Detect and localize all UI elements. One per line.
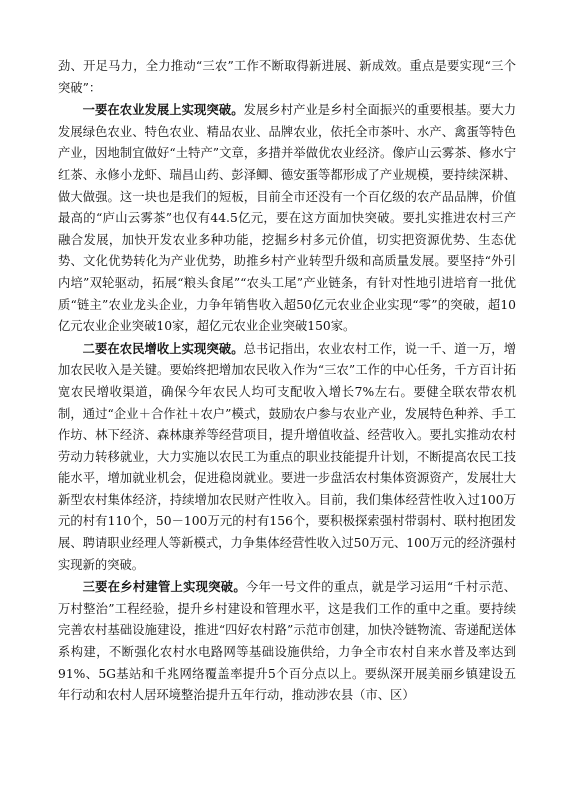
intro-paragraph: 劲、开足马力，全力推动“三农”工作不断取得新进展、新成效。重点是要实现“三个突破”： — [58, 59, 516, 95]
section-rural-construction-body: 今年一号文件的重点，就是学习运用“千村示范、万村整治”工程经验，提升乡村建设和管理水平，这是我们工作的重中之重。要持续完善农村基础设施建设，推进“四好农村路”示范市创建，加快冷链物流、寄递配送体系构建，不断强化农村水电路网等基础设施供给，力争全市农村自来水普及率达到91%、5G基站和千兆网络覆盖率提升5个百分点以上。要纵深开展美丽乡镇建设五年行动和农村人居环境整治提升五年行动，推动涉农县（市、区） — [58, 580, 516, 703]
document-page — [58, 56, 516, 707]
section-farmer-income-paragraph — [58, 338, 516, 577]
section-agriculture-heading: 一要在农业发展上实现突破。 — [82, 102, 244, 118]
section-rural-construction-heading: 三要在乡村建管上实现突破。 — [82, 579, 246, 595]
section-farmer-income-body: 总书记指出，农业农村工作，说一千、道一万，增加农民收入是关键。要始终把增加农民收入作为“三农”工作的中心任务，千方百计拓宽农民增收渠道，确保今年农民人均可支配收入增长7%左右。要健全联农带农机制，通过“企业＋合作社＋农户”模式，鼓励农户参与农业产业，发展特色种养、手工作坊、林下经济、森林康养等经营项目，提升增值收益、经营收入。要扎实推动农村劳动力转移就业，大力实施以农民工为重点的职业技能提升计划，不断提高农民工技能水平，增加就业机会，促进稳岗就业。要进一步盘活农村集体资源资产，发展壮大新型农村集体经济，持续增加农民财产性收入。目前，我们集体经营性收入过100万元的村有110个，50－100万元的村有156个，要积极探索强村带弱村、联村抱团发展、聘请职业经理人等新模式，力争集体经营性收入过50万元、100万元的经济强村实现新的突破。 — [58, 341, 516, 572]
section-farmer-income-heading: 二要在农民增收上实现突破。 — [82, 340, 244, 356]
section-agriculture-paragraph — [58, 99, 516, 338]
section-rural-construction-paragraph — [58, 576, 516, 707]
section-agriculture-body: 发展乡村产业是乡村全面振兴的重要根基。要大力发展绿色农业、特色农业、精品农业、品牌农业，依托全市茶叶、水产、禽蛋等特色产业，因地制宜做好“土特产”文章，多措并举做优农业经济。像庐山云雾茶、修水宁红茶、永修小龙虾、瑞昌山药、彭泽鲫、德安蛋等都形成了产业规模，要持续深耕、做大做强。这一块也是我们的短板，目前全市还没有一个百亿级的农产品品牌，价值最高的“庐山云雾茶”也仅有44.5亿元，要在这方面加快突破。要扎实推进农村三产融合发展，加快开发农业多种功能，挖掘乡村多元价值，切实把资源优势、生态优势、文化优势转化为产业优势，助推乡村产业转型升级和高质量发展。要坚持“外引内培”双轮驱动，拓展“粮头食尾”“农头工尾”产业链条，有针对性地引进培育一批优质“链主”农业龙头企业，力争年销售收入超50亿元农业企业实现“零”的突破，超10亿元农业企业突破10家，超亿元农业企业突破150家。 — [58, 103, 516, 334]
